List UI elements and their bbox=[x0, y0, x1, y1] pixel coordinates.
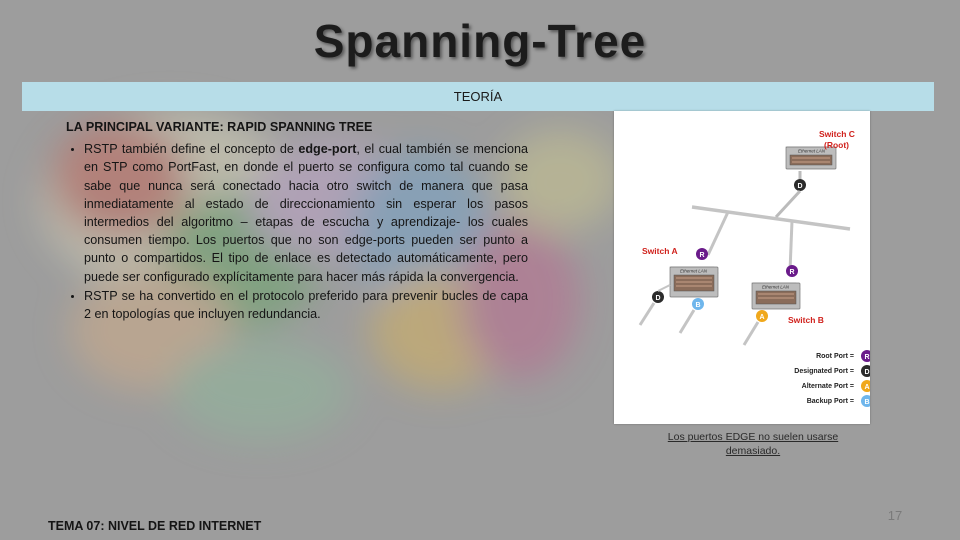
content-text bbox=[66, 118, 528, 324]
bullet1-text-before: RSTP también define el concepto de bbox=[84, 142, 299, 157]
port-r-switch-a-letter: R bbox=[699, 252, 705, 259]
switch-c-root-label: (Root) bbox=[824, 140, 850, 150]
switch-c-label: Switch C bbox=[819, 129, 855, 139]
switch-c-device-label: Ethernet LAN bbox=[798, 148, 826, 154]
switch-a-label: Switch A bbox=[642, 246, 678, 256]
legend-alternate-label: Alternate Port = bbox=[801, 383, 854, 390]
section-bar-label: TEORÍA bbox=[22, 82, 934, 111]
switch-b-label: Switch B bbox=[788, 315, 824, 325]
diagram-caption: Los puertos EDGE no suelen usarse demasiado. bbox=[667, 431, 839, 457]
switch-c-device bbox=[786, 147, 836, 169]
legend-designated-label: Designated Port = bbox=[794, 368, 854, 375]
legend-backup-letter: B bbox=[864, 399, 870, 406]
bullet-list bbox=[66, 140, 528, 323]
port-d-switch-c-letter: D bbox=[797, 183, 803, 190]
legend-root-letter: R bbox=[864, 354, 870, 361]
legend-backup-label: Backup Port = bbox=[806, 398, 854, 405]
switch-b-device bbox=[752, 283, 800, 309]
content-heading: LA PRINCIPAL VARIANTE: RAPID SPANNING TREE bbox=[66, 120, 373, 134]
bullet-item-edge-port bbox=[84, 140, 528, 286]
port-legend bbox=[794, 350, 870, 407]
port-a-switch-b-letter: A bbox=[759, 314, 765, 321]
port-r-switch-b-letter: R bbox=[789, 269, 795, 276]
switch-a-device bbox=[670, 267, 718, 297]
stp-topology-diagram bbox=[614, 111, 870, 424]
topology-svg bbox=[614, 111, 870, 424]
port-d-switch-a-letter: D bbox=[655, 295, 661, 302]
footer-topic: TEMA 07: NIVEL DE RED INTERNET bbox=[48, 519, 262, 533]
legend-alternate-letter: A bbox=[864, 384, 870, 391]
bullet1-bold-term: edge-port bbox=[298, 142, 357, 157]
legend-designated-letter: D bbox=[864, 369, 870, 376]
bullet-item-rstp-preferred: • RSTP se ha convertido en el protocolo preferido para prevenir bucles de capa 2 en topologías que incluyen redundancia. bbox=[84, 287, 528, 323]
switch-a-device-label: Ethernet LAN bbox=[680, 268, 708, 274]
switch-b-device-label: Ethernet LAN bbox=[762, 284, 790, 290]
bullet1-text-after: , el cual también se menciona en STP como PortFast, en donde el puerto se configura como tal cuando se sabe que nunca será conectado hacia otro switch de manera que pasa inmediatamente al estado de direccionamiento sin esperar los pasos intermedios del algoritmo – etapas de escucha y aprendizaje- los cuales consumen tiempo. Los puertos que no son edge-ports pueden ser punto a punto o compartidos. El tipo de enlace es detectado automáticamente, pero puede ser configurado explícitamente para hacer más rápida la convergencia. bbox=[84, 142, 528, 284]
page-number: 17 bbox=[887, 508, 903, 523]
slide-title: Spanning-Tree bbox=[313, 15, 647, 67]
port-b-switch-a-letter: B bbox=[695, 302, 701, 309]
legend-root-label: Root Port = bbox=[816, 353, 854, 360]
